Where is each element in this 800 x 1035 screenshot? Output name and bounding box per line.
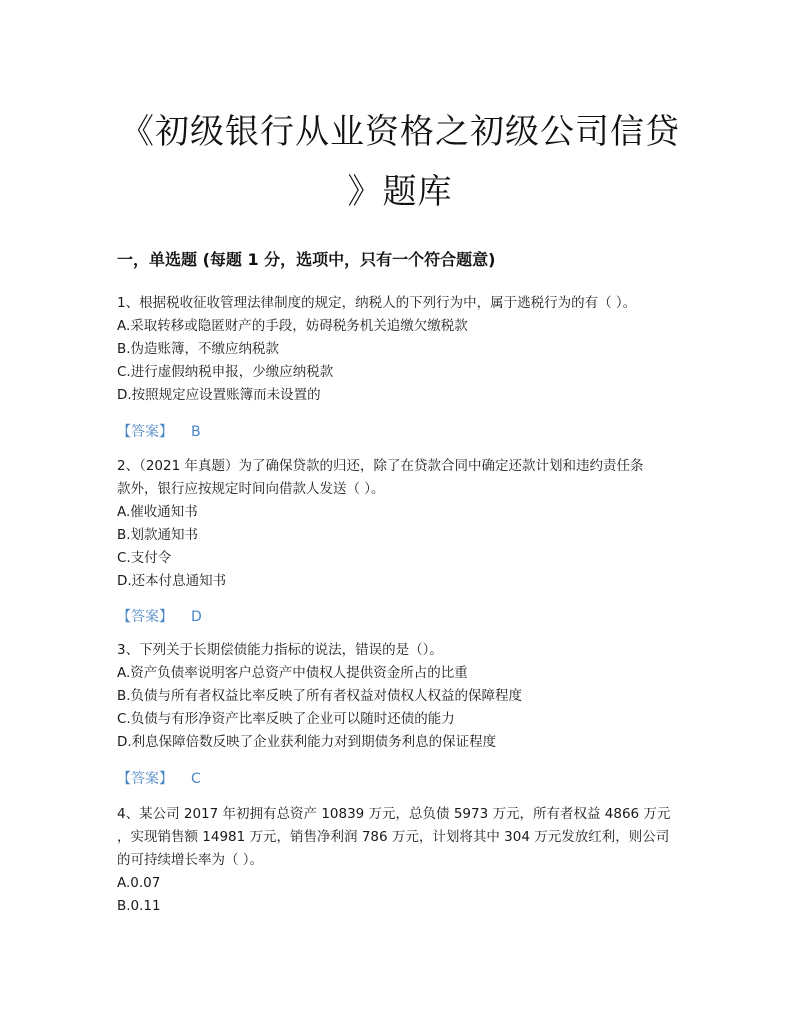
question-text: 款外，银行应按规定时间向借款人发送（ ）。 (117, 481, 385, 497)
option-b: B.0.11 (117, 898, 161, 914)
option-a: A.资产负债率说明客户总资产中债权人提供资金所占的比重 (117, 665, 468, 681)
answer-value: B (191, 424, 201, 440)
option-a: A.催收通知书 (117, 504, 198, 520)
question-text: 的可持续增长率为（ ）。 (117, 852, 264, 868)
option-d: D.按照规定应设置账簿而未设置的 (117, 387, 321, 403)
question-text: 3、下列关于长期偿债能力指标的说法，错误的是（）。 (117, 642, 443, 658)
option-a: A.0.07 (117, 875, 161, 891)
option-d: D.利息保障倍数反映了企业获利能力对到期债务利息的保证程度 (117, 734, 497, 750)
question-text: 4、某公司 2017 年初拥有总资产 10839 万元，总负债 5973 万元，所有者权益 4866 万元 (117, 806, 671, 822)
question-2 (117, 455, 697, 593)
option-b: B.负债与所有者权益比率反映了所有者权益对债权人权益的保障程度 (117, 688, 523, 704)
option-b: B.划款通知书 (117, 527, 199, 543)
question-1 (117, 292, 697, 407)
title-line-2: 》题库 (347, 172, 453, 212)
answer-value: D (191, 609, 202, 625)
question-text: ，实现销售额 14981 万元，销售净利润 786 万元，计划将其中 304 万元发放红利，则公司 (117, 829, 670, 845)
option-b: B.伪造账簿，不缴应纳税款 (117, 341, 280, 357)
option-d: D.还本付息通知书 (117, 573, 227, 589)
section-heading: 一，单选题 (每题 1 分，选项中，只有一个符合题意) (117, 250, 496, 269)
title-line-1: 《初级银行从业资格之初级公司信贷 (120, 112, 680, 152)
option-a: A.采取转移或隐匿财产的手段，妨碍税务机关追缴欠缴税款 (117, 318, 468, 334)
option-c: C.负债与有形净资产比率反映了企业可以随时还债的能力 (117, 711, 455, 727)
document-title (100, 102, 700, 222)
answer-2 (117, 606, 202, 626)
answer-label: 【答案】 (117, 424, 173, 440)
question-4 (117, 803, 697, 918)
question-3 (117, 639, 697, 754)
answer-label: 【答案】 (117, 609, 173, 625)
option-c: C.进行虚假纳税申报，少缴应纳税款 (117, 364, 334, 380)
option-c: C.支付令 (117, 550, 172, 566)
answer-1 (117, 421, 201, 441)
question-text: 2、（2021 年真题）为了确保贷款的归还，除了在贷款合同中确定还款计划和违约责任条 (117, 458, 644, 474)
question-text: 1、根据税收征收管理法律制度的规定，纳税人的下列行为中，属于逃税行为的有（ ）。 (117, 295, 637, 311)
answer-3 (117, 768, 201, 788)
answer-label: 【答案】 (117, 771, 173, 787)
answer-value: C (191, 771, 201, 787)
